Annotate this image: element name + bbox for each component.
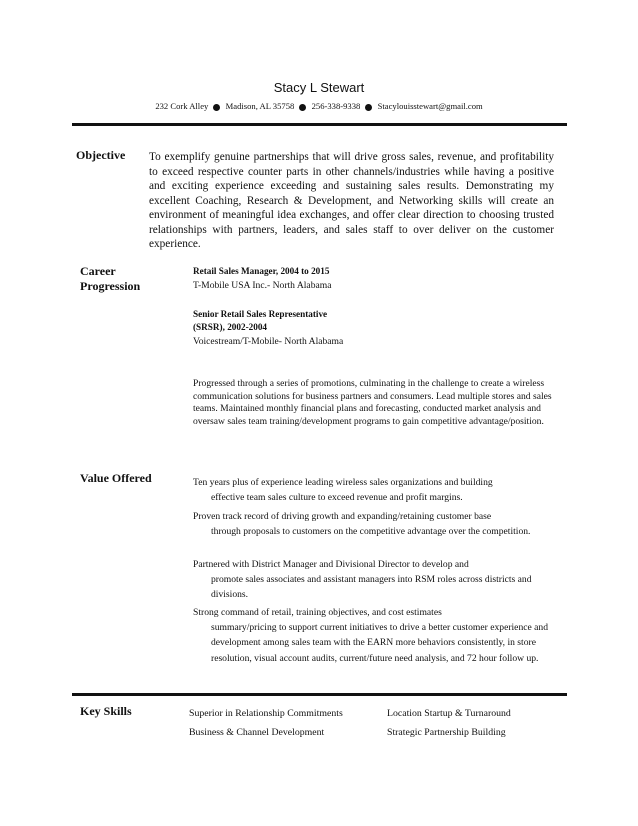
bullet-dot-icon [213,104,220,111]
value-item-rest: promote sales associates and assistant managers into RSM roles across districts and divisions. [211,574,532,601]
job1-company: T-Mobile USA Inc.- North Alabama [193,280,332,291]
email: Stacylouisstewart@gmail.com [377,101,483,111]
skills-heading: Key Skills [80,704,132,718]
candidate-name: Stacy L Stewart [273,80,365,95]
header-divider [72,123,567,126]
career-heading-line1: Career [80,264,116,278]
value-item [193,509,565,539]
career-heading-line2: Progression [80,279,141,293]
value-item-rest: through proposals to customers on the competitive advantage over the competition. [211,526,531,538]
value-item [193,475,565,505]
address: 232 Cork Alley [155,101,209,111]
value-item-first: Proven track record of driving growth and expanding/retaining customer base [193,511,492,522]
skill-item: Location Startup & Turnaround [387,708,511,719]
job2-title [193,308,327,333]
value-item-first: Strong command of retail, training objectives, and cost estimates [193,607,442,618]
value-heading: Value Offered [80,471,152,485]
objective-text: To exemplify genuine partnerships that will drive gross sales, revenue, and profitability to exceed respective counter parts in other channels/industries while having a positive and exciting experience exceeding and sustaining sales results. Demonstrating my excellent Coaching, Research & Development, and Networking skills will create an environment of meaningful idea exchanges, and offer clear direction to choosing trusted relationships with partners, leaders, and sales staff to over deliver on the customer experience. [149,151,554,250]
city: Madison, AL 35758 [225,101,295,111]
bullet-dot-icon [299,104,306,111]
job2-title-line2: (SRSR), 2002-2004 [193,321,268,332]
value-item [193,557,565,603]
job1-title: Retail Sales Manager, 2004 to 2015 [193,266,330,276]
phone: 256-338-9338 [311,101,361,111]
career-heading [80,264,140,294]
value-item-rest: effective team sales culture to exceed revenue and profit margins. [211,492,463,504]
skill-item: Strategic Partnership Building [387,727,506,738]
skill-item: Business & Channel Development [189,727,325,738]
job2-title-line1: Senior Retail Sales Representative [193,309,328,319]
contact-line [0,101,638,111]
job2-company: Voicestream/T-Mobile- North Alabama [193,336,344,347]
value-item-rest: summary/pricing to support current initiatives to drive a better customer experience and development among sales team with the EARN more behaviors consistently, in store resolution, visual account audits, current/future need analysis, and 72 hour follow up. [211,622,549,664]
bullet-dot-icon [365,104,372,111]
value-item [193,605,565,666]
value-item-first: Ten years plus of experience leading wireless sales organizations and building [193,477,493,488]
skill-item: Superior in Relationship Commitments [189,708,343,719]
skills-divider [72,693,567,696]
objective-heading: Objective [76,148,126,162]
career-summary: Progressed through a series of promotions, culminating in the challenge to create a wireless communication solutions for business partners and consumers. Lead multiple stores and sales teams. Maintained monthly financial plans and forecasting, conducted market analysis and oversaw sales team training/development programs to gain competitive advantage/position. [193,378,552,427]
value-item-first: Partnered with District Manager and Divisional Director to develop and [193,559,469,570]
